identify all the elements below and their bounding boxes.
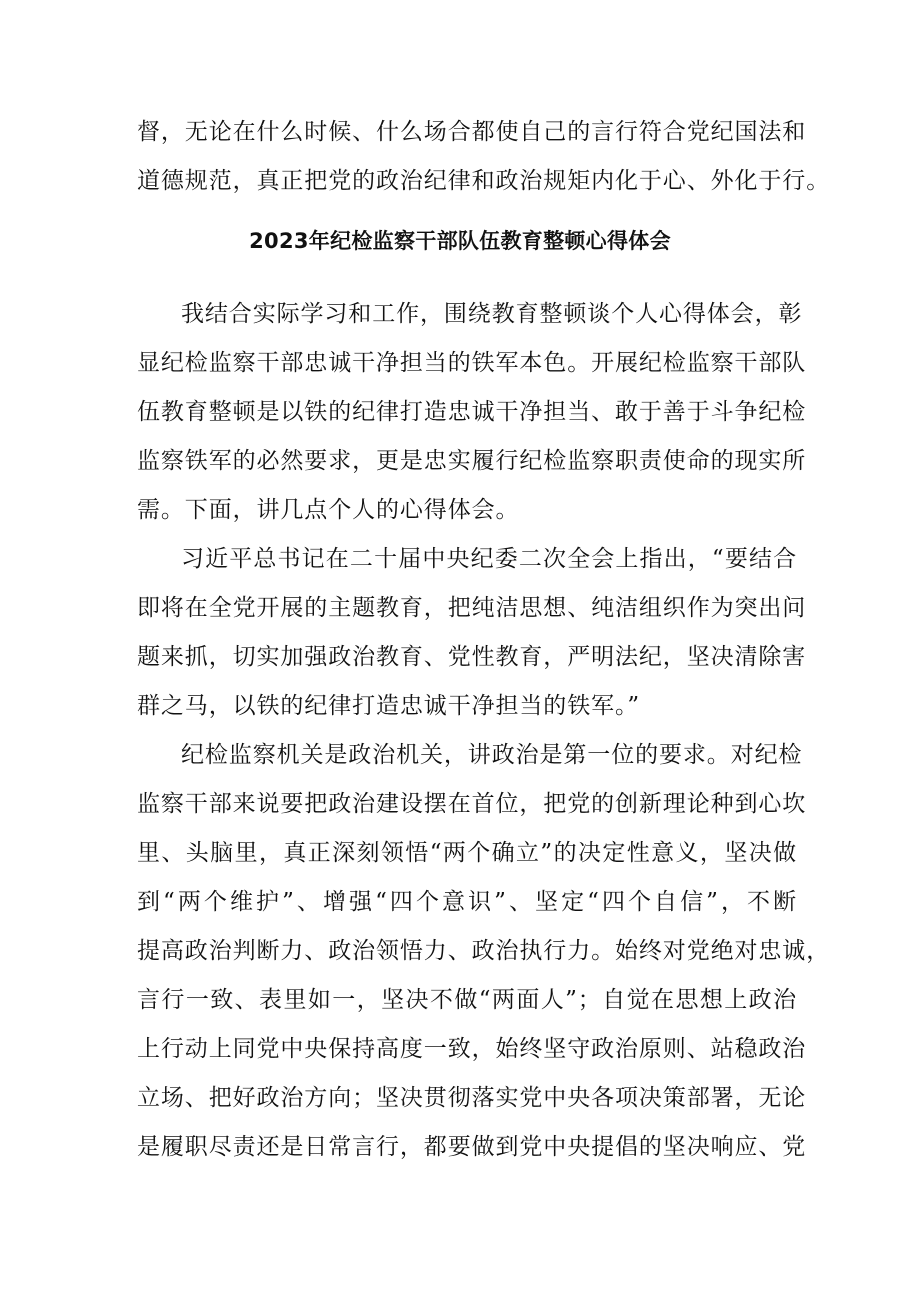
paragraph-line: 到“两个维护”、增强“四个意识”、坚定“四个自信”，不断 <box>137 889 797 915</box>
paragraph-line: 群之马，以铁的纪律打造忠诚干净担当的铁军。” <box>137 693 641 719</box>
intro-line: 督，无论在什么时候、什么场合都使自己的言行符合党纪国法和 <box>137 119 807 145</box>
paragraph-line: 即将在全党开展的主题教育，把纯洁思想、纯洁组织作为突出问 <box>137 595 807 621</box>
paragraph-line: 需。下面，讲几点个人的心得体会。 <box>137 497 520 523</box>
paragraph-line: 监察铁军的必然要求，更是忠实履行纪检监察职责使命的现实所 <box>137 448 807 474</box>
paragraph-line: 纪检监察机关是政治机关，讲政治是第一位的要求。对纪检 <box>181 742 803 768</box>
intro-line: 道德规范，真正把党的政治纪律和政治规矩内化于心、外化于行。 <box>137 168 831 194</box>
paragraph-line: 上行动上同党中央保持高度一致，始终坚守政治原则、站稳政治 <box>137 1036 807 1062</box>
paragraph-line: 立场、把好政治方向；坚决贯彻落实党中央各项决策部署，无论 <box>137 1085 807 1111</box>
paragraph-line: 是履职尽责还是日常言行，都要做到党中央提倡的坚决响应、党 <box>137 1134 807 1160</box>
paragraph-line: 里、头脑里，真正深刻领悟“两个确立”的决定性意义，坚决做 <box>137 840 797 866</box>
paragraph-line: 监察干部来说要把政治建设摆在首位，把党的创新理论种到心坎 <box>137 791 807 817</box>
paragraph-line: 显纪检监察干部忠诚干净担当的铁军本色。开展纪检监察干部队 <box>137 350 807 376</box>
document-title: 2023年纪检监察干部队伍教育整顿心得体会 <box>249 229 671 253</box>
paragraph-line: 题来抓，切实加强政治教育、党性教育，严明法纪，坚决清除害 <box>137 644 807 670</box>
paragraph-line: 习近平总书记在二十届中央纪委二次全会上指出，“要结合 <box>181 546 797 572</box>
paragraph-line: 伍教育整顿是以铁的纪律打造忠诚干净担当、敢于善于斗争纪检 <box>137 399 807 425</box>
paragraph-line: 我结合实际学习和工作，围绕教育整顿谈个人心得体会，彰 <box>181 301 803 327</box>
paragraph-line: 言行一致、表里如一，坚决不做“两面人”；自觉在思想上政治 <box>137 987 797 1013</box>
paragraph-line: 提高政治判断力、政治领悟力、政治执行力。始终对党绝对忠诚， <box>137 938 831 964</box>
